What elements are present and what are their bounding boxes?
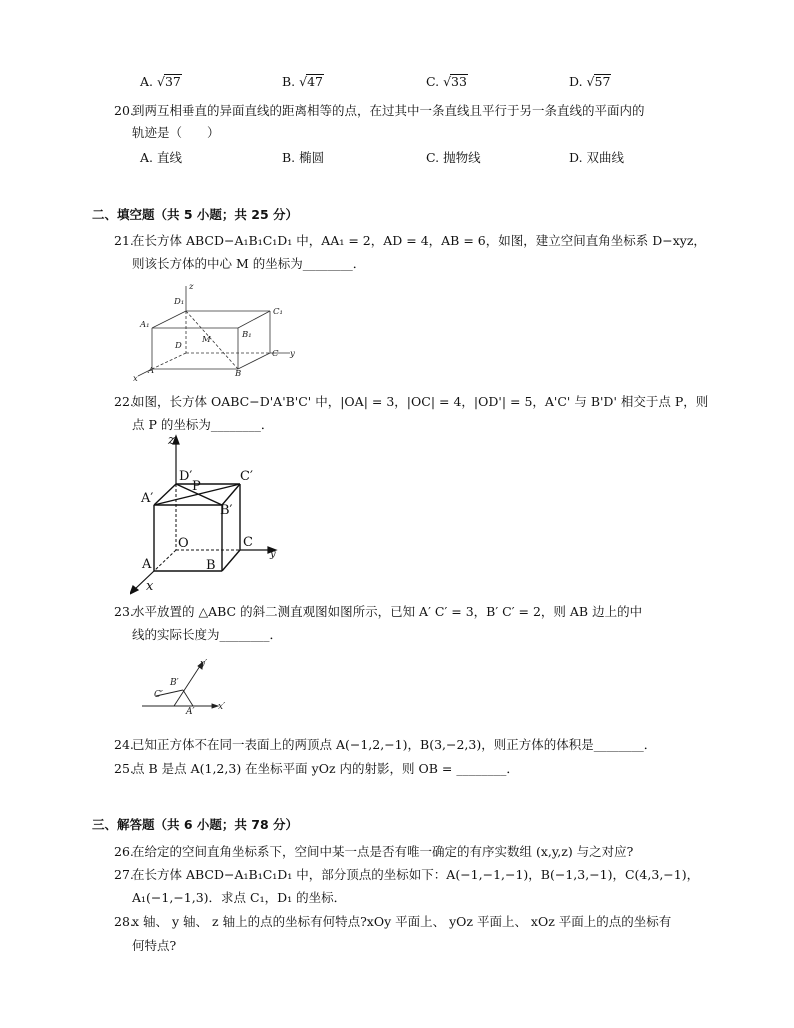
q21-text-line1: 在长方体 ABCD−A₁B₁C₁D₁ 中，AA₁ = 2，AD = 4，AB = 6，如图，建立空间直角坐标系 D−xyz，	[132, 233, 706, 248]
q21-label-C: C	[272, 349, 279, 359]
q22-text-line2: 点 P 的坐标为________．	[132, 417, 274, 432]
q23-label-B: B′	[170, 678, 179, 688]
q21-label-D: D	[175, 341, 182, 351]
q21-label-B: B	[235, 369, 242, 379]
q21-label-x: x	[133, 374, 138, 384]
q22-label-C: C	[243, 535, 253, 550]
q19-option-c	[426, 74, 468, 89]
radical-sign: √	[156, 74, 165, 89]
q22-label-Ap: A′	[141, 491, 154, 506]
q22-label-B: B	[206, 558, 216, 573]
q21-label-A: A	[148, 366, 155, 376]
q22-label-Bp: B′	[220, 503, 233, 518]
q22-label-P: P	[192, 479, 201, 494]
q22-number: 22.	[114, 394, 134, 409]
q21-label-z: z	[189, 282, 194, 292]
q21-label-M: M	[202, 335, 211, 345]
q27-number: 27.	[114, 867, 134, 882]
q22-label-Cp: C′	[240, 469, 253, 484]
q20-text-line2: 轨迹是（ ）	[132, 125, 220, 140]
q28-number: 28.	[114, 914, 134, 929]
q22-label-A: A	[142, 557, 152, 572]
q23-oblique-figure	[138, 650, 238, 720]
q22-label-z: z	[168, 433, 175, 448]
q23-text-line2: 线的实际长度为________．	[132, 627, 283, 642]
q25-number: 25.	[114, 761, 134, 776]
q20-number: 20.	[114, 103, 134, 118]
q27-text-line1: 在长方体 ABCD−A₁B₁C₁D₁ 中，部分顶点的坐标如下：A(−1,−1,−1)，B(−1,3,−1)，C(4,3,−1)，	[132, 867, 700, 882]
q19-option-b	[282, 74, 324, 89]
q22-label-y: y	[270, 549, 276, 560]
q23-text-line1: 水平放置的 △ABC 的斜二测直观图如图所示，已知 A′ C′ = 3，B′ C′ = 2，则 AB 边上的中	[132, 604, 643, 619]
q21-label-B1: B₁	[242, 330, 252, 340]
q19-option-a-value: 37	[164, 74, 181, 89]
radical-sign: √	[299, 74, 308, 89]
q22-label-Dp: D′	[179, 469, 193, 484]
q20-option-d: D. 双曲线	[569, 150, 625, 165]
q21-cuboid-figure	[130, 280, 310, 385]
q21-text-line2: 则该长方体的中心 M 的坐标为________．	[132, 256, 366, 271]
q22-cuboid-figure	[130, 430, 290, 595]
radical-sign: √	[443, 74, 452, 89]
q20-option-a: A. 直线	[140, 150, 182, 165]
section-3-heading: 三、解答题（共 6 小题；共 78 分）	[92, 817, 299, 832]
q25-text: 点 B 是点 A(1,2,3) 在坐标平面 yOz 内的射影，则 OB = ________．	[132, 761, 519, 776]
q20-option-c: C. 抛物线	[426, 150, 481, 165]
q23-label-x: x′	[218, 702, 226, 712]
q21-label-A1: A₁	[140, 320, 150, 330]
q22-label-x: x	[146, 579, 154, 594]
q20-option-b: B. 椭圆	[282, 150, 325, 165]
q23-label-y: y′	[200, 659, 208, 669]
q22-text-line1: 如图，长方体 OABC−D'A'B'C' 中，|OA| = 3，|OC| = 4，|OD'| = 5，A'C' 与 B'D' 相交于点 P，则	[132, 394, 709, 409]
q21-label-C1: C₁	[273, 307, 283, 317]
q28-text-line1: x 轴、 y 轴、 z 轴上的点的坐标有何特点?xOy 平面上、 yOz 平面上、 xOz 平面上的点的坐标有	[132, 914, 672, 929]
q23-number: 23.	[114, 604, 134, 619]
q28-text-line2: 何特点?	[132, 938, 177, 953]
q24-text: 已知正方体不在同一表面上的两顶点 A(−1,2,−1)，B(3,−2,3)，则正方体的体积是________．	[132, 737, 657, 752]
q19-option-b-value: 47	[307, 74, 324, 89]
section-2-heading: 二、填空题（共 5 小题；共 25 分）	[92, 207, 299, 222]
q21-label-D1: D₁	[174, 297, 185, 307]
q19-option-a	[140, 74, 182, 89]
q19-option-c-label: C.	[426, 74, 444, 89]
q19-option-a-label: A.	[140, 74, 157, 89]
q21-label-y: y	[290, 349, 295, 359]
q26-number: 26.	[114, 844, 134, 859]
q27-text-line2: A₁(−1,−1,3)．求点 C₁，D₁ 的坐标．	[132, 890, 347, 905]
q23-label-A: A′	[186, 707, 195, 717]
q23-label-C: C′	[154, 690, 163, 700]
q19-option-b-label: B.	[282, 74, 300, 89]
q26-text: 在给定的空间直角坐标系下，空间中某一点是否有唯一确定的有序实数组 (x,y,z) 与之对应?	[132, 844, 634, 859]
q19-option-d	[569, 74, 611, 89]
q21-number: 21.	[114, 233, 134, 248]
q22-label-O: O	[178, 536, 189, 551]
q20-text-line1: 到两互相垂直的异面直线的距离相等的点，在过其中一条直线且平行于另一条直线的平面内的	[132, 103, 645, 118]
q24-number: 24.	[114, 737, 134, 752]
q19-option-d-value: 57	[594, 74, 611, 89]
radical-sign: √	[586, 74, 595, 89]
q19-option-d-label: D.	[569, 74, 587, 89]
q19-option-c-value: 33	[451, 74, 467, 89]
